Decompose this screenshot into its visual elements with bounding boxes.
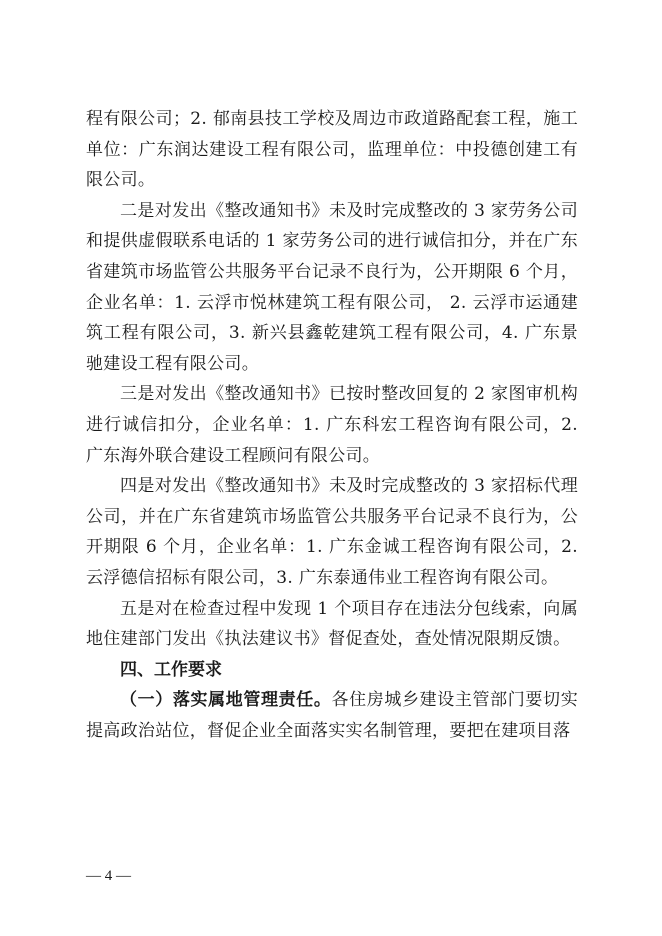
paragraph-item-four: 四是对发出《整改通知书》未及时完成整改的 3 家招标代理公司，并在广东省建筑市场监管公共服务平台记录不良行为，公开期限 6 个月，企业名单：1. 广东金诚工程咨询有限公司，2. 云浮德信招标有限公司，3. 广东泰通伟业工程咨询有限公司。	[86, 476, 578, 588]
paragraph-continuation: 程有限公司；2. 郁南县技工学校及周边市政道路配套工程，施工单位：广东润达建设工程有限公司，监理单位：中投德创建工有限公司。	[86, 109, 578, 191]
subsection-paragraph	[86, 685, 578, 746]
subsection-body: 各住房城乡建设主管部门要切实提高政治站位，督促企业全面落实实名制管理，要把在建项目落	[86, 690, 578, 741]
page-number: — 4 —	[86, 868, 131, 884]
section-heading: 四、工作要求	[120, 659, 222, 680]
paragraph-item-two: 二是对发出《整改通知书》未及时完成整改的 3 家劳务公司和提供虚假联系电话的 1 家劳务公司的进行诚信扣分，并在广东省建筑市场监管公共服务平台记录不良行为，公开期限 6 个月，企业名单：1. 云浮市悦林建筑工程有限公司， 2. 云浮市运通建筑工程有限公司，3. 新兴县鑫乾建筑工程有限公司，4. 广东景驰建设工程有限公司。	[86, 200, 578, 374]
subsection-title: （一）落实属地管理责任。	[120, 690, 332, 711]
paragraph-item-five: 五是对在检查过程中发现 1 个项目存在违法分包线索，向属地住建部门发出《执法建议书》督促查处，查处情况限期反馈。	[86, 598, 578, 650]
document-page	[86, 104, 578, 746]
paragraph-item-three: 三是对发出《整改通知书》已按时整改回复的 2 家图审机构进行诚信扣分，企业名单：1. 广东科宏工程咨询有限公司，2. 广东海外联合建设工程顾问有限公司。	[86, 384, 578, 466]
